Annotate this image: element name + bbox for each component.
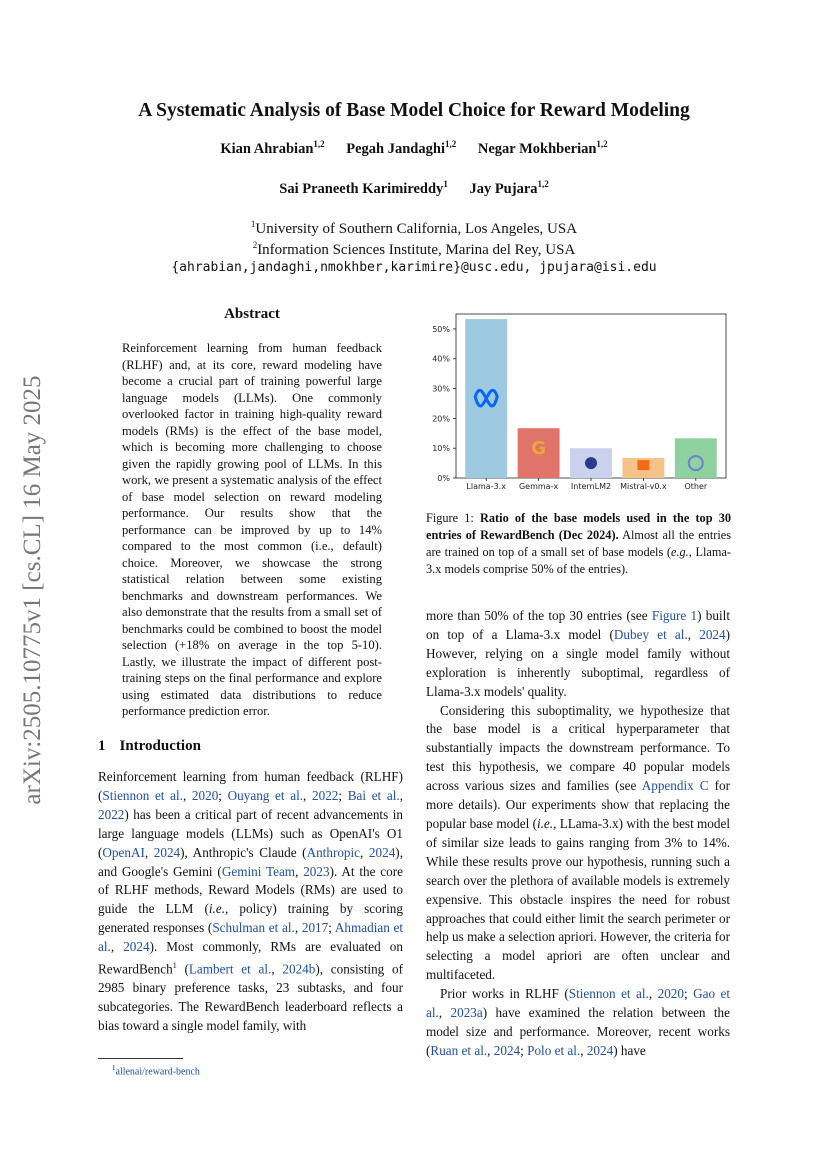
citation-link[interactable]: Dubey et al. [613, 626, 688, 642]
citation-link[interactable]: Lambert et al. [188, 961, 272, 977]
text-run: , [487, 1042, 494, 1058]
paper-title: A Systematic Analysis of Base Model Choice for Reward Modeling [138, 100, 690, 121]
citation-link[interactable]: 2022 [312, 787, 339, 803]
footnote-rule [98, 1058, 183, 1059]
text-run: ( [176, 961, 189, 977]
text-run: ; [328, 920, 335, 936]
citation-link[interactable]: Schulman et al. [212, 920, 295, 936]
text-run: , [580, 1042, 587, 1058]
citation-link[interactable]: Appendix C [641, 778, 709, 794]
text-run: , [360, 844, 369, 860]
author: Sai Praneeth Karimireddy$^1$ [279, 179, 448, 197]
mistral-logo-icon [637, 460, 649, 470]
text-run: ) have [613, 1042, 646, 1058]
abstract-text: Reinforcement learning from human feedback (RLHF) and, at its core, reward modeling have become a crucial part of training powerful large language models (LLMs). One commonly overlooked factor in training high-quality reward models (RMs) is the effect of the base model, which is becoming more challenging to choose given the rapidly growing pool of LLMs. In this work, we present a systematic analysis of the effect of base model selection on reward modeling performance. Our results show that the performance can be improved by up to 14% compared to the most common (i.e., default) choice. Moreover, we showcase the strong statistical relation between some existing benchmarks and downstream performances. We also demonstrate that the results from a small set of benchmarks could be combined to boost the model selection (+18% on average in the top 5-10). Lastly, we illustrate the impact of different post-training steps on the final performance and explore using estimated data distributions to reduce performance prediction error. [122, 341, 382, 718]
citation-link[interactable]: Polo et al. [527, 1042, 581, 1058]
footnote: $^1$allenai/reward-bench [112, 1064, 200, 1078]
citation-link[interactable]: Bai et al. [347, 787, 400, 803]
citation-link[interactable]: 2024 [123, 939, 150, 955]
y-tick-label: 0% [437, 474, 450, 483]
citation-link[interactable]: Figure 1 [651, 608, 698, 623]
text-run: ) However, relying on a single model family without exploration is inherently suboptimal, regardless of Llama-3.x models' quality. [426, 626, 730, 699]
text-run: , [438, 1005, 451, 1021]
affiliation: $^1$University of Southern California, Los Angeles, USA [250, 219, 578, 237]
citation-link[interactable]: 2020 [191, 787, 219, 803]
x-tick-label: InternLM2 [570, 482, 612, 491]
author: Jay Pujara$^{1,2}$ [469, 179, 549, 197]
text-run: , [295, 863, 304, 879]
text-run: ) built on top of a Llama-3.x model ( [426, 608, 730, 642]
y-tick-label: 30% [432, 384, 450, 394]
text-run: ; [218, 787, 228, 803]
text-run: Prior works in RLHF ( [440, 986, 569, 1002]
text-run: LLama-3.x) with the best model of similar size leads to gains ranging from 3% to 14%. While these results prove our hypothesis, running such a search over the plethora of available models is extremely expensive. This obstacle inspires the need for robust approaches that could either limit the search perimeter or help us make a selection apriori. However, the criteria for selecting a model apriori are often unclear and multifaceted. [426, 815, 730, 983]
bar-other [675, 438, 717, 478]
text-run: , [303, 787, 313, 803]
figure-1-caption: Figure 1: Ratio of the base models used in the top 30 entries of RewardBench (Dec 2024). Almost all the entries are trained on top of a small set of base models (e.g., Llama-3.x models comprise 50% of the entries). [426, 511, 732, 576]
citation-link[interactable]: 2024 [586, 1042, 614, 1058]
intro-paragraph-left [98, 768, 403, 1036]
citation-link[interactable]: Stiennon et al. [102, 787, 183, 803]
text-run: i.e., [536, 815, 557, 831]
text-run: , [144, 844, 154, 860]
author: Kian Ahrabian$^{1,2}$ [220, 139, 325, 157]
internlm-logo-icon [585, 457, 597, 469]
arxiv-stamp-text: arXiv:2505.10775v1 [cs.CL] 16 May 2025 [19, 375, 46, 805]
x-tick-label: Llama-3.x [466, 482, 506, 491]
figure-1-chart [426, 310, 736, 495]
text-run: ). At the core of RLHF methods, Reward Models (RMs) are used to guide the LLM ( [98, 863, 403, 917]
citation-link[interactable]: 2023a [450, 1005, 483, 1021]
authors-line-1 [0, 139, 828, 158]
paragraph [426, 702, 730, 986]
section-heading: 1 Introduction [98, 738, 201, 754]
citation-link[interactable]: 2024 [493, 1042, 521, 1058]
text-run: , [294, 920, 302, 936]
citation-link[interactable]: Stiennon et al. [568, 986, 649, 1002]
text-run: ; [683, 986, 694, 1002]
affiliation: $^2$Information Sciences Institute, Marina del Rey, USA [252, 240, 576, 258]
text-run: , [271, 961, 283, 977]
text-run: policy) training by scoring generated responses ( [98, 901, 403, 936]
text-run: , [182, 787, 192, 803]
citation-link[interactable]: 2017 [301, 920, 329, 936]
citation-link[interactable]: Ahmadian et al. [98, 920, 404, 955]
y-tick-label: 40% [432, 354, 450, 364]
text-run: more than 50% of the top 30 entries (see [426, 608, 652, 623]
text-run: ). Most commonly, RMs are evaluated on RewardBench [98, 939, 403, 977]
text-run: ; [338, 787, 348, 803]
authors-line-2 [0, 179, 828, 198]
text-run: Considering this suboptimality, we hypothesize that the base model is a critical hyperparameter that substantially impacts the downstream performance. To test this hypothesis, we compare 40 popular models across various sizes and families (see [426, 702, 730, 794]
google-logo-icon: G [531, 438, 546, 460]
text-run: ; [520, 1042, 528, 1058]
text-run: ) have examined the relation between the model size and performance. Moreover, recent works ( [426, 1005, 731, 1058]
y-tick-label: 20% [432, 414, 450, 424]
x-tick-label: Mistral-v0.x [620, 482, 667, 491]
text-run: ), consisting of 2985 binary preference tasks, 23 subtasks, and four subcategories. The RewardBench leaderboard reflects a bias toward a single model family, with [98, 961, 403, 1034]
text-run: , [399, 787, 403, 803]
text-run: i.e., [208, 901, 229, 917]
y-tick-label: 50% [432, 324, 450, 334]
citation-link[interactable]: 2024 [368, 844, 396, 860]
citation-link[interactable]: Ouyang et al. [227, 787, 304, 803]
y-tick-label: 10% [432, 444, 450, 454]
arxiv-stamp [13, 340, 53, 840]
footnote-link[interactable]: allenai/reward-bench [115, 1066, 200, 1078]
citation-link[interactable]: 2024 [153, 844, 181, 860]
citation-link[interactable]: Gao et al. [426, 986, 731, 1021]
abstract-heading: Abstract [224, 306, 280, 322]
text-run: Reinforcement learning from human feedback (RLHF) ( [98, 769, 403, 803]
citation-link[interactable]: 2020 [657, 986, 684, 1002]
citation-link[interactable]: 2024b [282, 961, 316, 977]
author: Pegah Jandaghi$^{1,2}$ [346, 139, 457, 157]
author: Negar Mokhberian$^{1,2}$ [477, 139, 608, 157]
citation-link[interactable]: Anthropic [306, 844, 361, 860]
intro-right-column [426, 607, 730, 1061]
citation-link[interactable]: 2023 [303, 863, 330, 879]
bar-chart [426, 310, 736, 495]
citation-link[interactable]: 2022 [98, 806, 125, 822]
paragraph [426, 607, 730, 702]
text-run: ), Anthropic's Claude ( [180, 844, 307, 860]
citation-link[interactable]: Gemini Team [221, 863, 296, 879]
citation-link[interactable]: OpenAI [102, 844, 145, 860]
x-tick-label: Gemma-x [518, 482, 559, 491]
citation-link[interactable]: 2024 [699, 626, 726, 642]
paragraph [426, 985, 730, 1061]
text-run: , [648, 986, 658, 1002]
footnote-marker: 1 [172, 961, 177, 971]
text-run: ), and Google's Gemini ( [98, 844, 403, 879]
text-run: , [110, 939, 124, 955]
x-tick-label: Other [684, 482, 708, 491]
text-run: , [687, 626, 700, 642]
citation-link[interactable]: Ruan et al. [430, 1042, 488, 1058]
author-emails: {ahrabian,jandaghi,nmokhber,karimire}@usc.edu, jpujara@isi.edu [171, 260, 657, 275]
text-run: for more details). Our experiments show that replacing the popular base model ( [426, 778, 730, 831]
text-run: ) has been a critical part of recent advancements in large language models (LLMs) such as OpenAI's O1 ( [98, 806, 403, 860]
